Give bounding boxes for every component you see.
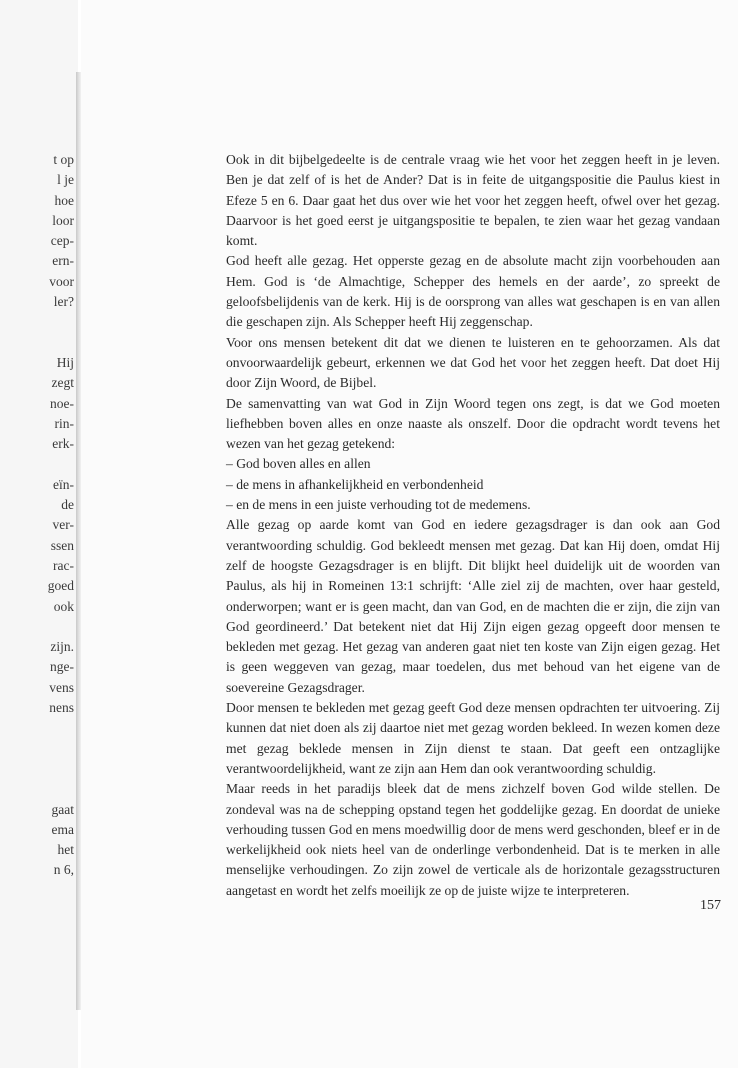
previous-page-line: [0, 759, 74, 779]
authority-list: [226, 454, 720, 515]
previous-page-line: voor: [49, 273, 74, 289]
paragraph-summary: De samenvatting van wat God in Zijn Woord tegen ons zegt, is dat we God moeten liefhebben boven alles en onze naaste als onszelf. Door die opdracht wordt tevens het wezen van het gezag getekend:: [226, 395, 720, 452]
previous-page-line: nge-: [50, 659, 74, 675]
previous-page-line: rac-: [53, 557, 74, 573]
paragraph-fall: Maar reeds in het paradijs bleek dat de mens zichzelf boven God wilde stellen. De zondeval was na de schepping opstand tegen het goddelijke gezag. En doordat de unieke verhouding tussen God en mens moedwillig door de mens werd geschonden, bleef er in de werkelijkheid ook niets heel van de onderlinge verbondenheid. Dat is te merken in alle menselijke verhoudingen. Zo zijn zowel de verticale als de horizontale gezagsstructuren aangetast en wordt het zelfs moeilijk ze op de juiste wijze te interpreteren.: [226, 781, 720, 898]
previous-page-line: gaat: [51, 801, 74, 817]
previous-page-line: ema: [51, 821, 74, 837]
previous-page-line: goed: [47, 578, 74, 594]
previous-page-line: ook: [53, 598, 74, 614]
previous-page-line: n 6,: [53, 862, 74, 878]
previous-page-line: hoe: [54, 192, 74, 208]
previous-page-line: [0, 617, 74, 637]
previous-page-edge: [0, 0, 78, 1068]
previous-page-line: noe-: [50, 395, 74, 411]
paragraph-god-authority: God heeft alle gezag. Het opperste gezag en de absolute macht zijn voorbehouden aan Hem. God is ‘de Almachtige, Schepper des hemels en der aarde’, zo spreekt de geloofsbelijdenis van de kerk. Hij is de oorsprong van alles wat geschapen is en van allen die geschapen zijn. Als Schepper heeft Hij zeggenschap.: [226, 253, 720, 330]
previous-page-line: Hij: [56, 354, 74, 370]
previous-page-line: eïn-: [53, 476, 74, 492]
previous-page-line: [0, 333, 74, 353]
page-number: 157: [700, 898, 721, 913]
previous-page-text: [0, 150, 74, 881]
previous-page-line: t op: [53, 152, 74, 167]
previous-page-line: ver-: [52, 517, 74, 533]
previous-page-line: [0, 739, 74, 759]
book-page: [81, 0, 738, 1068]
paragraph-obedience: Voor ons mensen betekent dit dat we dienen te luisteren en te gehoorzamen. Als dat onvoorwaardelijk gebeurt, erkennen we dat God het voor het zeggen heeft. Dat doet Hij door Zijn Woord, de Bijbel.: [226, 334, 720, 391]
previous-page-line: de: [61, 497, 74, 513]
paragraph-earthly-authority: Alle gezag op aarde komt van God en iedere gezagsdrager is dan ook aan God verantwoording schuldig. God bekleedt mensen met gezag. Dat kan Hij doen, omdat Hij zelf de hoogste Gezagsdrager is en blijft. Dit blijkt heel duidelijk uit de woorden van Paulus, als hij in Romeinen 13:1 schrijft: ‘Alle ziel zij de machten, over haar gesteld, onderworpen; want er is geen macht, dan van God, en de machten die er zijn, die zijn van God geordineerd.’ Dat betekent niet dat Hij Zijn eigen gezag opgeeft door mensen te bekleden met gezag. Het gezag van anderen gaat niet ten koste van Zijn eigen gezag. Het is geen weggeven van gezag, maar toedelen, dus met behoud van het eigene van de soevereine Gezagsdrager.: [226, 517, 720, 695]
previous-page-line: rin-: [54, 415, 74, 431]
page-body-text: [226, 150, 720, 901]
list-item: – en de mens in een juiste verhouding tot de medemens.: [226, 497, 531, 513]
previous-page-line: loor: [52, 212, 74, 228]
previous-page-line: [0, 718, 74, 738]
previous-page-line: cep-: [50, 233, 74, 249]
previous-page-line: [0, 312, 74, 332]
previous-page-line: ssen: [50, 537, 74, 553]
previous-page-line: ern-: [52, 253, 74, 269]
list-item: – de mens in afhankelijkheid en verbondenheid: [226, 476, 484, 492]
previous-page-line: [0, 779, 74, 799]
previous-page-line: vens: [49, 679, 74, 695]
previous-page-line: zegt: [51, 375, 74, 391]
paragraph-responsibility: Door mensen te bekleden met gezag geeft God deze mensen opdrachten ter uitvoering. Zij kunnen dat niet doen als zij daartoe niet met gezag worden bekleed. In wezen komen deze met gezag beklede mensen in Zijn dienst te staan. Dat geeft een ontzaglijke verantwoordelijkheid, want ze zijn aan Hem dan ook verantwoording schuldig.: [226, 700, 720, 776]
previous-page-line: zijn.: [50, 639, 74, 655]
list-item: – God boven alles en allen: [226, 456, 371, 472]
previous-page-line: erk-: [52, 436, 74, 452]
paragraph-intro: Ook in dit bijbelgedeelte is de centrale vraag wie het voor het zeggen heeft in je leven. Ben je dat zelf of is het de Ander? Dat is in feite de uitgangspositie die Paulus kiest in Efeze 5 en 6. Daar gaat het dus over wie het voor het zeggen heeft, ofwel over het gezag. Daarvoor is het goed eerst je uitgangspositie te bepalen, te zien waar het gezag vandaan komt.: [226, 152, 720, 249]
previous-page-line: ler?: [53, 294, 74, 310]
previous-page-line: [0, 454, 74, 474]
previous-page-line: l je: [57, 172, 74, 188]
previous-page-line: het: [57, 842, 74, 858]
previous-page-line: nens: [49, 700, 74, 716]
